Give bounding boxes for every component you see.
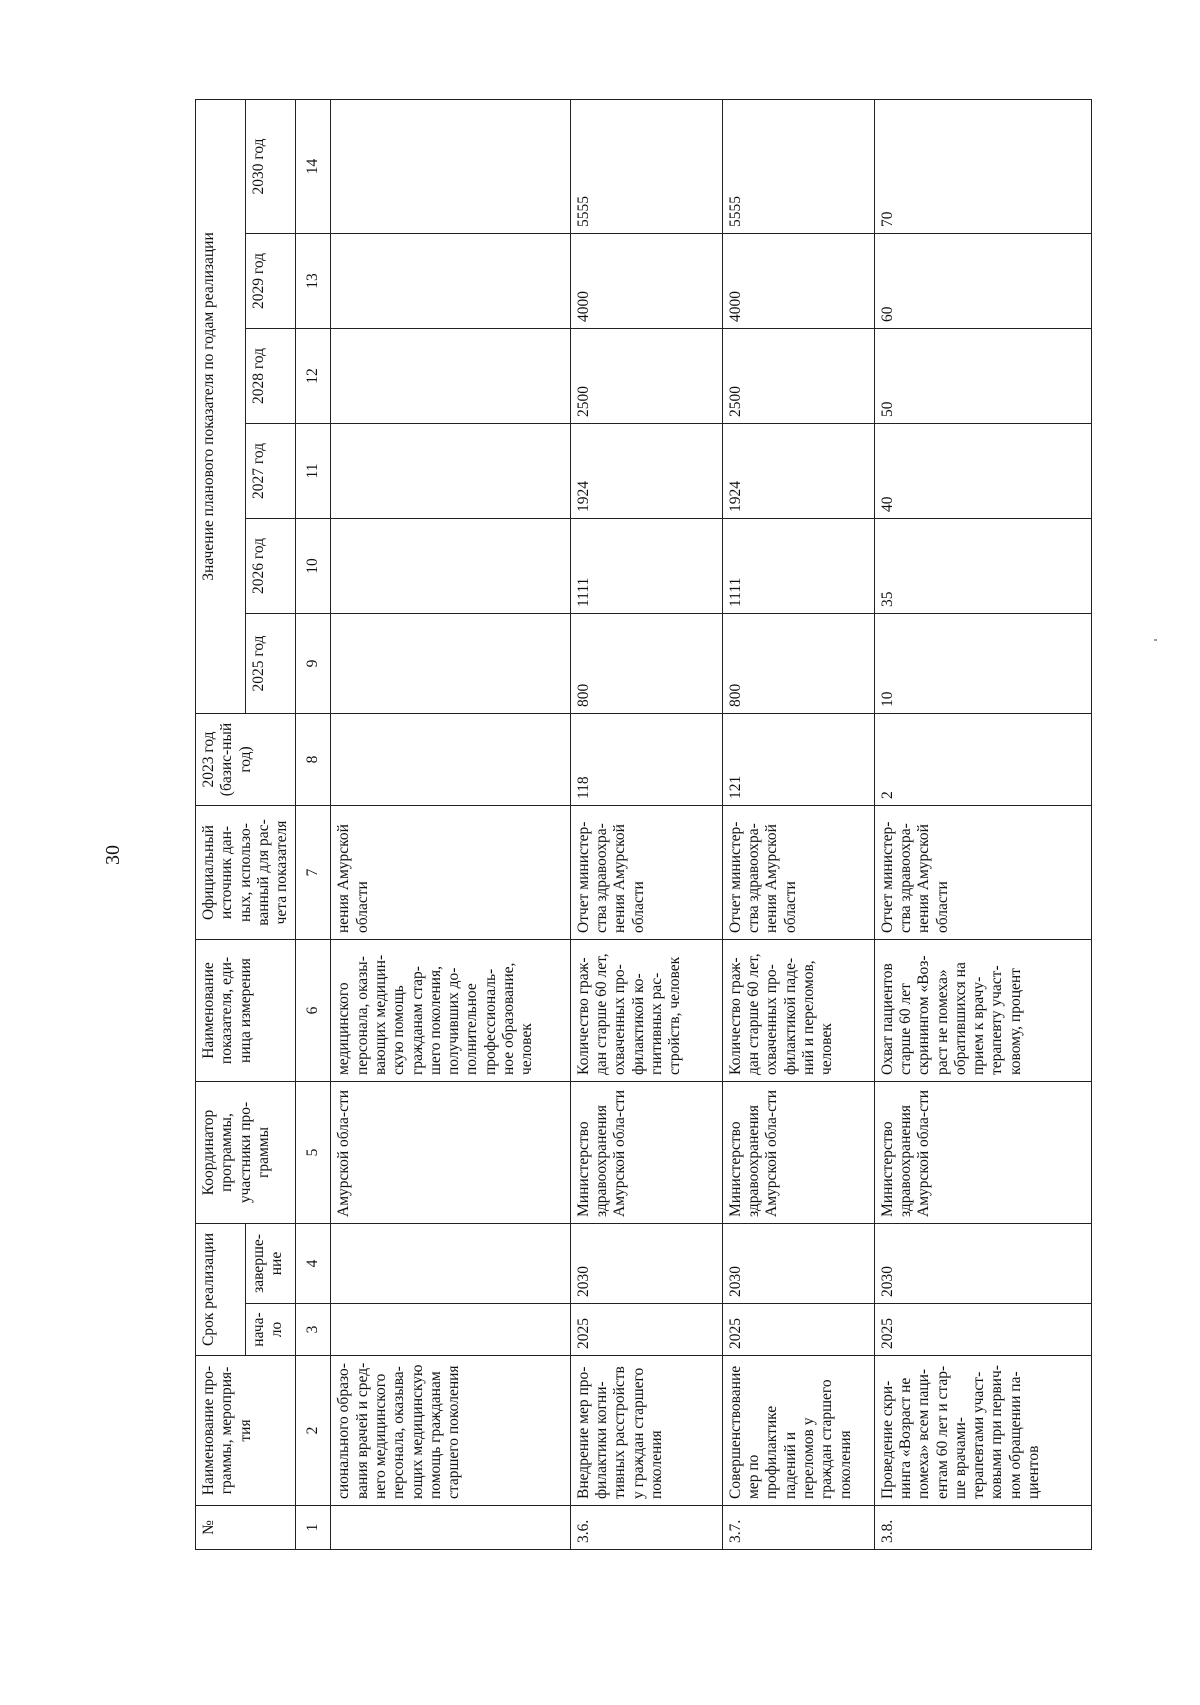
term-start: 2025 (722, 1304, 874, 1356)
plan-value: 60 (874, 234, 1092, 329)
column-number: 3 (296, 1304, 331, 1356)
column-number: 10 (296, 519, 331, 614)
header-no: № (196, 1506, 296, 1550)
header-year: 2025 год (246, 614, 296, 714)
data-source: Отчет министер-ства здравоохра-нения Амурской области (722, 806, 874, 940)
indicator-table (195, 99, 1092, 1550)
plan-value: 2500 (722, 329, 874, 424)
header-term: Срок реализации (196, 1224, 246, 1356)
plan-value: 1111 (570, 519, 722, 614)
row-number: 3.6. (570, 1506, 722, 1550)
plan-value: 800 (570, 614, 722, 714)
column-number: 5 (296, 1082, 331, 1224)
indicator: Количество граж-дан старше 60 лет, охваченных про-филактикой паде-ний и переломов, человек (722, 940, 874, 1082)
plan-value (331, 99, 570, 233)
header-indicator: Наименование показателя, еди-ница измерения (196, 940, 296, 1082)
header-base-year: 2023 год (базис-ный год) (196, 714, 296, 806)
row-number (331, 1506, 570, 1550)
header-plan-values: Значение планового показателя по годам реализации (196, 99, 246, 713)
header-program-name: Наименование про-граммы, мероприя-тия (196, 1356, 296, 1506)
base-value: 2 (874, 714, 1092, 806)
plan-value (331, 234, 570, 329)
table-row (570, 99, 722, 1549)
plan-value: 5555 (570, 99, 722, 233)
plan-value: 10 (874, 614, 1092, 714)
base-value: 121 (722, 714, 874, 806)
scan-speck (1154, 639, 1157, 641)
coordinator: Министерство здравоохранения Амурской обла-сти (874, 1082, 1092, 1224)
plan-value: 1924 (570, 424, 722, 519)
header-data-source: Официальный источник дан-ных, использо-ванный для рас-чета показателя (196, 806, 296, 940)
column-number: 13 (296, 234, 331, 329)
term-start: 2025 (570, 1304, 722, 1356)
program-name: сионального образо-вания врачей и сред-него медицинского персонала, оказыва-ющих медицинскую помощь гражданам старшего поколения (331, 1356, 570, 1506)
column-number: 9 (296, 614, 331, 714)
data-source: нения Амурской области (331, 806, 570, 940)
header-year: 2030 год (246, 99, 296, 233)
page-number: 30 (102, 845, 124, 865)
header-term-start: нача-ло (246, 1304, 296, 1356)
indicator: Охват пациентов старше 60 лет скринингом «Воз-раст не помеха» обратившихся на прием к врачу-терапевту участ-ковому, процент (874, 940, 1092, 1082)
term-start (331, 1304, 570, 1356)
header-year: 2028 год (246, 329, 296, 424)
program-name: Проведение скри-нинга «Возраст не помеха» всем паци-ентам 60 лет и стар-ше врачами-терапевтами участ-ковыми при первич-ном обращении па-циентов (874, 1356, 1092, 1506)
plan-value: 800 (722, 614, 874, 714)
plan-value (331, 329, 570, 424)
plan-value: 1111 (722, 519, 874, 614)
table-header (196, 99, 331, 1549)
plan-value: 50 (874, 329, 1092, 424)
header-term-end: заверше-ние (246, 1224, 296, 1304)
header-year: 2027 год (246, 424, 296, 519)
coordinator: Министерство здравоохранения Амурской обла-сти (570, 1082, 722, 1224)
data-source: Отчет министер-ства здравоохра-нения Амурской области (570, 806, 722, 940)
table-row (874, 99, 1092, 1549)
header-year: 2029 год (246, 234, 296, 329)
base-value (331, 714, 570, 806)
column-number: 6 (296, 940, 331, 1082)
column-number: 7 (296, 806, 331, 940)
coordinator: Министерство здравоохранения Амурской обла-сти (722, 1082, 874, 1224)
term-end: 2030 (570, 1224, 722, 1304)
term-start: 2025 (874, 1304, 1092, 1356)
column-number: 2 (296, 1356, 331, 1506)
row-number: 3.7. (722, 1506, 874, 1550)
term-end (331, 1224, 570, 1304)
data-source: Отчет министер-ства здравоохра-нения Амурской области (874, 806, 1092, 940)
plan-value: 2500 (570, 329, 722, 424)
row-number: 3.8. (874, 1506, 1092, 1550)
plan-value: 4000 (722, 234, 874, 329)
table-row (331, 99, 570, 1549)
column-number: 8 (296, 714, 331, 806)
term-end: 2030 (722, 1224, 874, 1304)
plan-value: 5555 (722, 99, 874, 233)
header-year: 2026 год (246, 519, 296, 614)
indicator: Количество граж-дан старше 60 лет, охваченных про-филактикой ко-гнитивных рас-стройств, человек (570, 940, 722, 1082)
coordinator: Амурской обла-сти (331, 1082, 570, 1224)
rotated-table-container (195, 100, 1090, 1550)
plan-value (331, 614, 570, 714)
plan-value: 35 (874, 519, 1092, 614)
program-name: Внедрение мер про-филактики когни-тивных расстройств у граждан старшего поколения (570, 1356, 722, 1506)
base-value: 118 (570, 714, 722, 806)
header-coordinator: Координатор программы, участники про-граммы (196, 1082, 296, 1224)
column-number: 1 (296, 1506, 331, 1550)
column-number: 4 (296, 1224, 331, 1304)
plan-value (331, 519, 570, 614)
plan-value: 4000 (570, 234, 722, 329)
plan-value: 1924 (722, 424, 874, 519)
table-row (722, 99, 874, 1549)
column-number: 14 (296, 99, 331, 233)
plan-value (331, 424, 570, 519)
column-number: 11 (296, 424, 331, 519)
program-name: Совершенствование мер по профилактике падений и переломов у граждан старшего поколения (722, 1356, 874, 1506)
term-end: 2030 (874, 1224, 1092, 1304)
indicator: медицинского персонала, оказы-вающих медицин-скую помощь гражданам стар-шего поколения, получивших до-полнительное профессиональ-ное образование, человек (331, 940, 570, 1082)
column-number: 12 (296, 329, 331, 424)
plan-value: 40 (874, 424, 1092, 519)
plan-value: 70 (874, 99, 1092, 233)
